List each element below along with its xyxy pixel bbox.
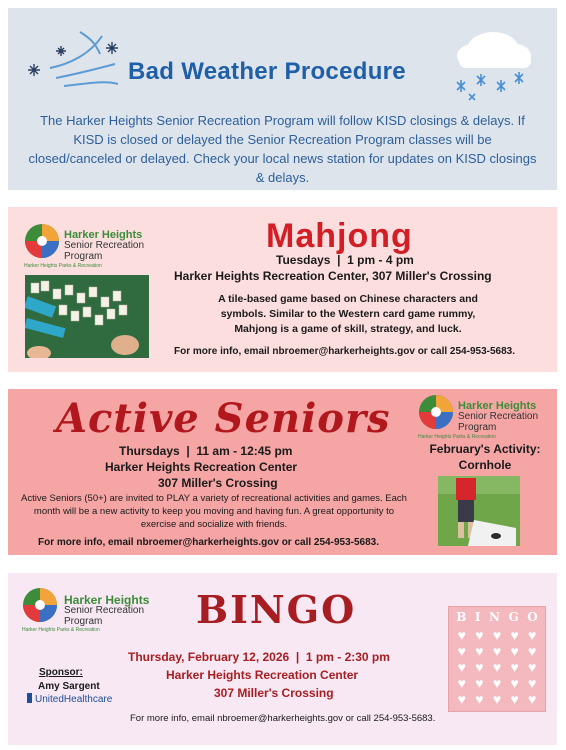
logo-tagline: Harker Heights Parks & Recreation [418,434,496,440]
senior-rec-logo [24,223,145,269]
snowflake-wind-icon [20,24,130,94]
heart-icon: ♥ [510,659,519,675]
bingo-letter: O [527,610,538,624]
mahjong-description: A tile-based game based on Chinese characters and symbols. Similar to the Western card game rummy, Mahjong is a game of skill, strategy, and luck. [218,293,478,335]
active-seniors-contact-info: For more info, email nbroemer@harkerheights.gov or call 254-953-5683. [38,537,379,548]
heart-icon: ♥ [510,691,519,707]
bingo-card [8,573,557,745]
active-seniors-title: Active Seniors [56,395,391,442]
heart-icon: ♥ [492,691,502,707]
heart-icon: ♥ [510,643,519,659]
weather-title: Bad Weather Procedure [128,58,406,85]
parks-logo-icon [24,223,60,259]
heart-icon: ♥ [528,691,537,707]
active-seniors-description: Active Seniors (50+) are invited to PLAY a variety of recreational activities and games. Each month will be a new activity to keep you moving and having fun. A great opportunity to exercise and socialize with friends. [21,493,407,530]
parks-logo-icon [22,587,58,623]
mahjong-title: Mahjong [266,217,413,255]
bingo-heart-grid [449,626,545,708]
logo-name: Harker Heights [458,400,537,412]
bingo-title: BINGO [196,587,357,632]
senior-rec-logo [418,394,539,440]
logo-subname: Senior Recreation Program [458,411,539,433]
snow-cloud-icon [445,24,535,104]
bingo-card-graphic [448,606,546,712]
logo-name: Harker Heights [64,593,150,607]
bingo-location-name: Harker Heights Recreation Center [166,668,359,682]
bingo-location-address: 307 Miller's Crossing [214,686,334,700]
logo-name: Harker Heights [64,229,143,241]
active-seniors-schedule: Thursdays | 11 am - 12:45 pm [119,444,293,458]
heart-icon: ♥ [528,643,537,659]
heart-icon: ♥ [492,659,502,675]
heart-icon: ♥ [457,627,466,643]
heart-icon: ♥ [492,675,502,691]
cornhole-photo [438,476,520,546]
parks-logo-icon [418,394,454,430]
heart-icon: ♥ [528,627,537,643]
logo-subname: Senior Recreation Program [64,240,145,262]
bingo-schedule: Thursday, February 12, 2026 | 1 pm - 2:30 pm [128,650,390,664]
mahjong-location: Harker Heights Recreation Center, 307 Miller's Crossing [174,269,492,283]
bingo-letter: B [456,610,467,624]
heart-icon: ♥ [528,675,537,691]
active-seniors-location-name: Harker Heights Recreation Center [105,460,298,474]
logo-tagline: Harker Heights Parks & Recreation [22,627,100,633]
heart-icon: ♥ [475,675,484,691]
logo-subname: Senior Recreation Program [64,605,145,627]
bad-weather-card [8,8,557,190]
sponsor-company: UnitedHealthcare [27,693,112,705]
sponsor-name: Amy Sargent [38,681,100,692]
february-activity-label: February's Activity: [429,442,541,456]
senior-rec-logo [22,587,150,633]
bingo-letter: N [489,610,500,624]
sponsor-label: Sponsor: [39,667,83,678]
heart-icon: ♥ [457,643,466,659]
bingo-contact-info: For more info, email nbroemer@harkerheights.gov or call 254-953-5683. [130,713,436,724]
bingo-letter: G [508,610,519,624]
february-activity-name: Cornhole [458,458,512,472]
mahjong-contact-info: For more info, email nbroemer@harkerheights.gov or call 254-953-5683. [174,346,515,357]
heart-icon: ♥ [475,643,484,659]
weather-body-text: The Harker Heights Senior Recreation Program will follow KISD closings & delays. If KISD is closed or delayed the Senior Recreation Program classes will be closed/canceled or delayed. Check your local news station for updates on KISD closings & delays. [28,113,537,185]
logo-tagline: Harker Heights Parks & Recreation [24,263,102,269]
heart-icon: ♥ [528,659,537,675]
heart-icon: ♥ [457,675,466,691]
heart-icon: ♥ [510,675,519,691]
heart-icon: ♥ [510,627,519,643]
heart-icon: ♥ [475,627,484,643]
mahjong-card [8,207,557,372]
heart-icon: ♥ [475,691,484,707]
mahjong-schedule: Tuesdays | 1 pm - 4 pm [276,253,414,267]
heart-icon: ♥ [457,659,466,675]
bingo-letter: I [474,610,481,624]
unitedhealthcare-logo-icon [27,693,32,703]
heart-icon: ♥ [475,659,484,675]
heart-icon: ♥ [492,627,502,643]
mahjong-photo [25,275,149,358]
active-seniors-location-address: 307 Miller's Crossing [158,476,278,490]
february-activity [420,441,550,473]
bingo-card-header [449,607,545,626]
active-seniors-card [8,389,557,555]
heart-icon: ♥ [457,691,466,707]
heart-icon: ♥ [492,643,502,659]
